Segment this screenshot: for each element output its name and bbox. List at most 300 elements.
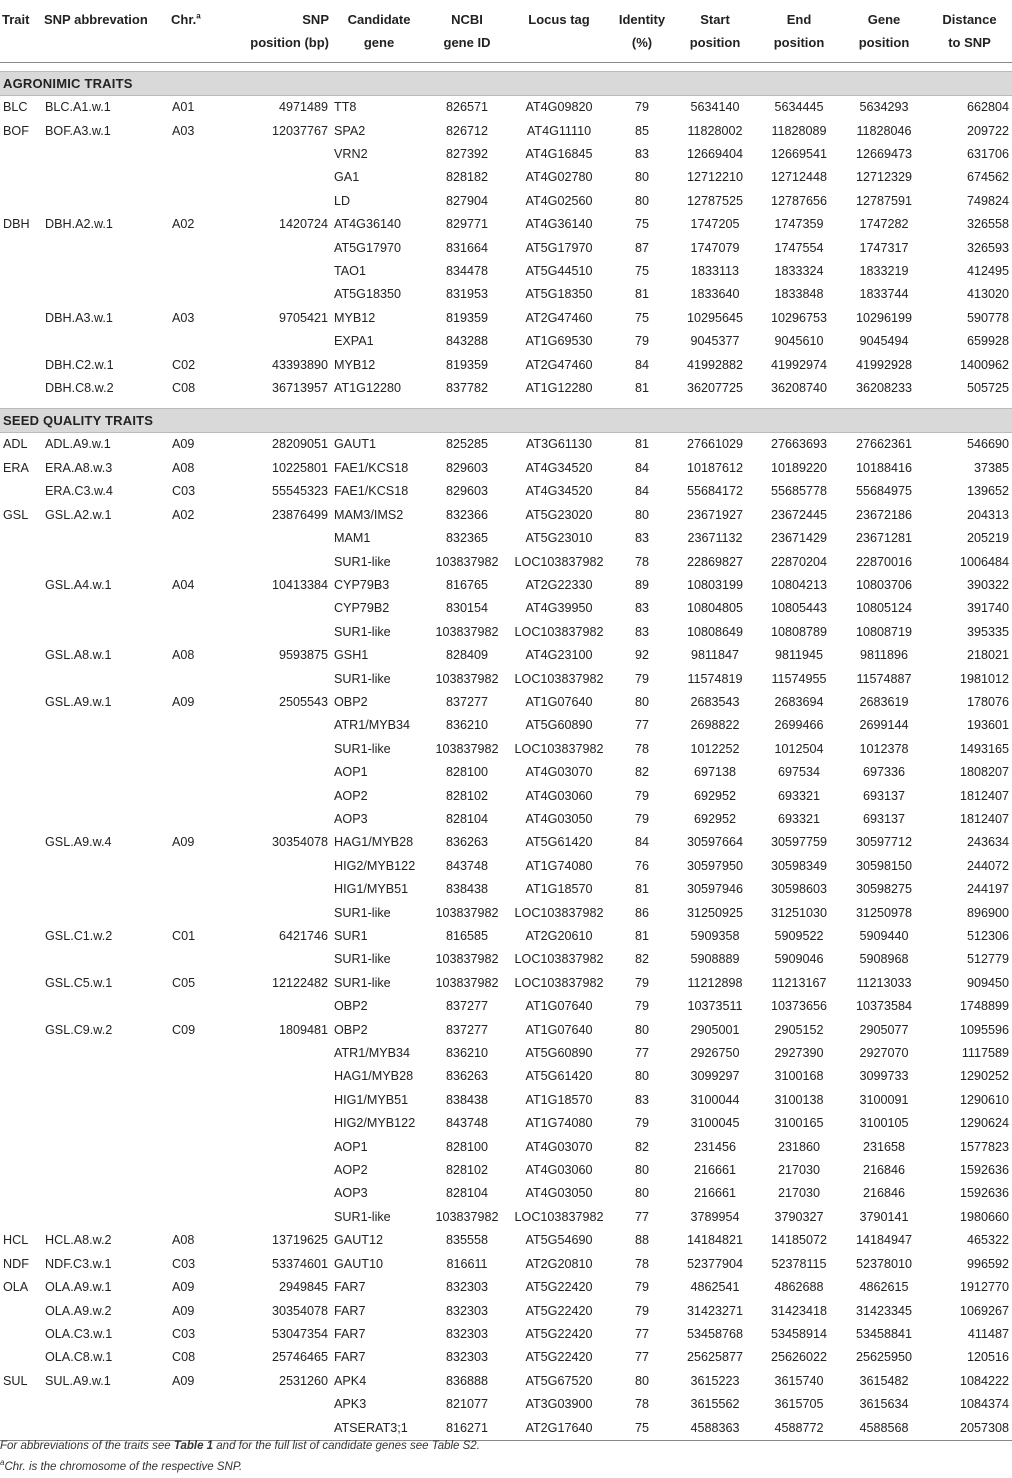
cell-trait [0, 260, 42, 283]
cell-identity: 80 [634, 193, 649, 208]
cell-snp-abbrev: GSL.A2.w.1 [45, 507, 112, 522]
cell-snp-abbrev [42, 784, 169, 807]
col-locus-tag-header: Locus tag [528, 12, 590, 27]
cell-ncbi-gene-id: 838438 [445, 882, 489, 897]
cell-gene-position: 4588568 [841, 1416, 927, 1440]
cell-identity: 81 [634, 287, 649, 302]
cell-chr: A09 [172, 437, 195, 452]
cell-snp-abbrev [42, 260, 169, 283]
cell-gene-position: 36208233 [855, 381, 913, 396]
cell-distance-to-snp: 909450 [966, 975, 1009, 990]
cell-start-position: 30597950 [686, 858, 744, 873]
cell-start-position: 27661029 [686, 437, 744, 452]
cell-snp-position [229, 667, 331, 690]
cell-gene-position: 9045494 [859, 334, 909, 349]
cell-gene-position: 1747317 [859, 240, 909, 255]
table-row [0, 330, 1012, 353]
cell-snp-position [229, 1159, 331, 1182]
cell-snp-position: 55545323 [271, 484, 328, 499]
cell-distance-to-snp: 2057308 [927, 1416, 1012, 1440]
cell-ncbi-gene-id: 829603 [445, 484, 489, 499]
cell-candidate-gene: HIG1/MYB51 [334, 1092, 409, 1107]
cell-start-position: 216661 [693, 1186, 737, 1201]
cell-end-position: 1833324 [774, 264, 824, 279]
cell-gene-position: 3615634 [859, 1397, 909, 1412]
cell-candidate-gene: SUR1-like [334, 1209, 391, 1224]
cell-gene-position: 12669473 [855, 147, 913, 162]
cell-gene-position: 27662361 [855, 437, 913, 452]
cell-start-position: 10808649 [686, 624, 744, 639]
cell-start-position: 4588363 [673, 1416, 757, 1440]
cell-trait [0, 353, 42, 376]
cell-snp-abbrev [42, 1065, 169, 1088]
cell-identity: 77 [634, 1209, 649, 1224]
cell-end-position: 11828089 [771, 123, 827, 138]
cell-distance-to-snp: 243634 [966, 835, 1009, 850]
cell-chr [169, 1206, 229, 1229]
cell-snp-abbrev [42, 527, 169, 550]
cell-candidate-gene: GAUT1 [334, 437, 376, 452]
cell-snp-position: 53047354 [271, 1326, 328, 1341]
cell-ncbi-gene-id: 837277 [445, 999, 489, 1014]
cell-locus-tag: AT4G03050 [525, 1186, 593, 1201]
cell-end-position: 11574955 [771, 671, 827, 686]
cell-end-position: 3790327 [774, 1209, 824, 1224]
cell-identity: 79 [634, 334, 649, 349]
cell-ncbi-gene-id: 828182 [445, 170, 489, 185]
cell-snp-abbrev: GSL.A8.w.1 [45, 648, 112, 663]
cell-candidate-gene: TT8 [334, 100, 357, 115]
table-row [0, 901, 1012, 924]
cell-snp-abbrev [42, 190, 169, 213]
cell-candidate-gene: APK4 [334, 1373, 367, 1388]
cell-candidate-gene: GAUT10 [334, 1256, 383, 1271]
cell-trait: ADL [3, 437, 28, 452]
cell-locus-tag: AT5G67520 [525, 1373, 593, 1388]
cell-chr [169, 166, 229, 189]
cell-chr [169, 1089, 229, 1112]
cell-snp-abbrev [42, 761, 169, 784]
col-trait-header: Trait [2, 12, 30, 27]
cell-start-position: 4862541 [690, 1280, 740, 1295]
cell-snp-abbrev [42, 855, 169, 878]
cell-locus-tag: LOC103837982 [514, 1209, 604, 1224]
cell-locus-tag: AT5G17970 [525, 240, 593, 255]
cell-snp-position [229, 550, 331, 573]
cell-identity: 84 [634, 357, 649, 372]
cell-chr: C09 [172, 1022, 196, 1037]
cell-gene-position: 216846 [862, 1163, 906, 1178]
cell-snp-position [229, 714, 331, 737]
cell-trait: BOF [3, 123, 29, 138]
cell-chr [169, 527, 229, 550]
table-row [0, 166, 1012, 189]
cell-distance-to-snp: 413020 [966, 287, 1009, 302]
cell-distance-to-snp: 37385 [973, 460, 1009, 475]
cell-snp-abbrev [42, 878, 169, 901]
cell-chr: A01 [172, 100, 195, 115]
cell-snp-abbrev [42, 1206, 169, 1229]
cell-chr [169, 143, 229, 166]
table-row [0, 1135, 1012, 1158]
cell-ncbi-gene-id: 816611 [446, 1256, 488, 1271]
cell-snp-position [229, 1089, 331, 1112]
cell-snp-abbrev: SUL.A9.w.1 [45, 1373, 111, 1388]
cell-gene-position: 1012378 [859, 741, 909, 756]
cell-snp-position [229, 738, 331, 761]
cell-end-position: 31423418 [770, 1303, 828, 1318]
cell-locus-tag: LOC103837982 [514, 624, 604, 639]
cell-identity: 78 [634, 741, 649, 756]
table-row [0, 1393, 1012, 1416]
cell-snp-position [229, 330, 331, 353]
cell-candidate-gene: ATR1/MYB34 [334, 1046, 411, 1061]
cell-gene-position: 5909440 [859, 929, 909, 944]
cell-candidate-gene: OBP2 [334, 694, 368, 709]
cell-gene-position: 31250978 [855, 905, 913, 920]
cell-locus-tag: AT4G39950 [525, 601, 593, 616]
cell-snp-abbrev [42, 1112, 169, 1135]
cell-snp-abbrev: DBH.A3.w.1 [45, 310, 113, 325]
cell-snp-abbrev [42, 236, 169, 259]
section-title: SEED QUALITY TRAITS [0, 409, 1012, 433]
table-row [0, 190, 1012, 213]
cell-candidate-gene: HIG2/MYB122 [334, 858, 416, 873]
cell-distance-to-snp: 1006484 [959, 554, 1009, 569]
cell-trait: GSL [3, 507, 29, 522]
cell-ncbi-gene-id: 827904 [445, 193, 489, 208]
table-row [0, 855, 1012, 878]
cell-start-position: 697138 [693, 765, 737, 780]
header-row [0, 0, 1012, 63]
cell-locus-tag: AT5G54690 [525, 1233, 593, 1248]
col-distance-header: Distance to SNP [942, 12, 997, 50]
cell-identity: 80 [634, 1186, 649, 1201]
cell-ncbi-gene-id: 103837982 [435, 1209, 499, 1224]
cell-end-position: 23671429 [770, 531, 828, 546]
footnote-abbreviations: For abbreviations of the traits see Table 1 and for the full list of candidate genes see Table S2. [0, 1440, 480, 1452]
cell-snp-position [229, 166, 331, 189]
cell-end-position: 36208740 [770, 381, 828, 396]
cell-trait [0, 1393, 42, 1416]
cell-end-position: 2699466 [774, 718, 824, 733]
cell-trait [0, 1159, 42, 1182]
cell-identity: 75 [611, 1416, 673, 1440]
cell-identity: 89 [634, 577, 649, 592]
cell-end-position: 14185072 [770, 1233, 828, 1248]
cell-trait [0, 1346, 42, 1369]
cell-distance-to-snp: 1290610 [959, 1092, 1009, 1107]
cell-snp-abbrev [42, 621, 169, 644]
cell-snp-abbrev: GSL.C1.w.2 [45, 929, 113, 944]
cell-end-position: 1012504 [774, 741, 824, 756]
cell-candidate-gene: EXPA1 [334, 334, 374, 349]
cell-snp-position [229, 948, 331, 971]
cell-identity: 82 [634, 765, 649, 780]
cell-snp-position: 9593875 [278, 648, 328, 663]
cell-ncbi-gene-id: 843288 [445, 334, 489, 349]
cell-candidate-gene: FAR7 [334, 1303, 366, 1318]
cell-snp-abbrev [42, 550, 169, 573]
cell-identity: 79 [634, 1116, 649, 1131]
cell-identity: 88 [634, 1233, 649, 1248]
cell-locus-tag: LOC103837982 [514, 554, 604, 569]
cell-snp-position [229, 621, 331, 644]
cell-distance-to-snp: 218021 [966, 648, 1009, 663]
cell-start-position: 55684172 [686, 484, 744, 499]
cell-gene-position: 2683619 [859, 694, 909, 709]
cell-ncbi-gene-id: 828100 [445, 765, 489, 780]
table-row [0, 457, 1012, 480]
cell-end-position: 52378115 [771, 1256, 827, 1271]
cell-locus-tag: AT1G07640 [525, 999, 593, 1014]
cell-gene-position: 22870016 [855, 554, 913, 569]
cell-end-position: 31251030 [770, 905, 828, 920]
cell-ncbi-gene-id: 825285 [445, 437, 489, 452]
cell-gene-position: 2927070 [859, 1046, 909, 1061]
cell-distance-to-snp: 996592 [966, 1256, 1009, 1271]
cell-start-position: 3615562 [690, 1397, 740, 1412]
cell-snp-position: 10225801 [271, 460, 328, 475]
cell-snp-position [229, 901, 331, 924]
cell-trait [0, 808, 42, 831]
cell-end-position: 12712448 [770, 170, 828, 185]
cell-snp-position: 30354078 [271, 835, 328, 850]
cell-trait [0, 236, 42, 259]
cell-identity: 80 [634, 1163, 649, 1178]
table-row [0, 1370, 1012, 1393]
cell-start-position: 31250925 [686, 905, 744, 920]
cell-identity: 92 [634, 648, 649, 663]
col-ncbi-gene-id-header: NCBI gene ID [443, 12, 491, 50]
cell-chr [169, 784, 229, 807]
cell-snp-abbrev: OLA.A9.w.1 [45, 1280, 112, 1295]
cell-end-position: 3615705 [774, 1397, 824, 1412]
cell-locus-tag: AT1G07640 [525, 694, 593, 709]
table-row [0, 1323, 1012, 1346]
cell-trait: SUL [3, 1373, 28, 1388]
cell-end-position: 9811945 [774, 648, 824, 663]
cell-chr [169, 667, 229, 690]
cell-start-position: 3099297 [690, 1069, 740, 1084]
cell-distance-to-snp: 326558 [966, 217, 1009, 232]
cell-snp-abbrev: BLC.A1.w.1 [45, 100, 111, 115]
table-row [0, 878, 1012, 901]
cell-trait: NDF [3, 1256, 29, 1271]
cell-end-position: 12787656 [770, 193, 828, 208]
cell-identity: 79 [634, 100, 649, 115]
cell-locus-tag: AT5G22420 [525, 1303, 593, 1318]
cell-chr [169, 855, 229, 878]
cell-snp-position [229, 1182, 331, 1205]
cell-candidate-gene: FAE1/KCS18 [334, 484, 409, 499]
cell-chr: C03 [172, 484, 196, 499]
cell-snp-position [229, 190, 331, 213]
cell-chr: A09 [172, 694, 195, 709]
cell-end-position: 9045610 [774, 334, 824, 349]
cell-trait [0, 878, 42, 901]
cell-candidate-gene: FAR7 [334, 1350, 366, 1365]
col-identity-header: Identity (%) [618, 12, 666, 50]
cell-ncbi-gene-id: 819359 [445, 310, 489, 325]
cell-gene-position: 10805124 [855, 601, 913, 616]
cell-start-position: 14184821 [686, 1233, 744, 1248]
cell-ncbi-gene-id: 837277 [445, 1022, 489, 1037]
cell-ncbi-gene-id: 832366 [445, 507, 489, 522]
cell-gene-position: 9811896 [859, 648, 909, 663]
cell-snp-abbrev: GSL.C5.w.1 [45, 975, 113, 990]
cell-chr [169, 738, 229, 761]
cell-end-position: 10805443 [770, 601, 828, 616]
cell-snp-position: 13719625 [271, 1233, 328, 1248]
cell-ncbi-gene-id: 835558 [445, 1233, 489, 1248]
cell-end-position: 3100168 [774, 1069, 824, 1084]
table-row [0, 1346, 1012, 1369]
cell-distance-to-snp: 749824 [966, 193, 1009, 208]
cell-snp-position [229, 143, 331, 166]
cell-ncbi-gene-id: 836263 [445, 1069, 489, 1084]
cell-gene-position: 12787591 [855, 193, 913, 208]
cell-snp-position: 12037767 [271, 123, 328, 138]
cell-identity: 80 [634, 170, 649, 185]
cell-ncbi-gene-id: 838438 [445, 1092, 489, 1107]
cell-start-position: 10804805 [686, 601, 744, 616]
cell-gene-position: 10803706 [855, 577, 913, 592]
cell-end-position: 2927390 [774, 1046, 824, 1061]
cell-end-position: 53458914 [770, 1326, 828, 1341]
cell-candidate-gene: CYP79B2 [334, 601, 390, 616]
cell-candidate-gene: MYB12 [334, 357, 376, 372]
cell-identity: 76 [634, 858, 649, 873]
cell-candidate-gene: SUR1-like [334, 952, 391, 967]
cell-ncbi-gene-id: 843748 [445, 1116, 489, 1131]
cell-ncbi-gene-id: 819359 [445, 357, 489, 372]
cell-identity: 87 [634, 240, 649, 255]
cell-snp-position [229, 236, 331, 259]
cell-gene-position: 31423345 [855, 1303, 913, 1318]
cell-start-position: 5909358 [690, 929, 740, 944]
cell-snp-abbrev: OLA.C3.w.1 [45, 1326, 113, 1341]
cell-snp-abbrev: DBH.A2.w.1 [45, 217, 113, 232]
cell-ncbi-gene-id: 832303 [445, 1326, 489, 1341]
cell-identity: 78 [634, 554, 649, 569]
table-1-reference[interactable]: Table 1 [173, 1440, 214, 1452]
table-row [0, 504, 1012, 527]
cell-end-position: 41992974 [770, 357, 828, 372]
cell-snp-abbrev: ERA.C3.w.4 [45, 484, 113, 499]
cell-end-position: 693321 [777, 788, 821, 803]
cell-gene-position: 52378010 [855, 1256, 913, 1271]
cell-trait [0, 855, 42, 878]
cell-chr [169, 236, 229, 259]
cell-locus-tag: AT1G07640 [525, 1022, 593, 1037]
table-row [0, 948, 1012, 971]
col-chr-header: Chr.$^a$ [171, 11, 201, 27]
cell-distance-to-snp: 1980660 [959, 1209, 1009, 1224]
cell-candidate-gene: CYP79B3 [334, 577, 390, 592]
cell-ncbi-gene-id: 103837982 [435, 741, 499, 756]
cell-end-position: 697534 [777, 765, 821, 780]
cell-identity: 78 [634, 1256, 649, 1271]
cell-trait [0, 574, 42, 597]
cell-candidate-gene: TAO1 [334, 264, 366, 279]
cell-locus-tag: AT1G12280 [525, 381, 593, 396]
cell-candidate-gene: GAUT12 [334, 1233, 383, 1248]
cell-identity: 83 [634, 1092, 649, 1107]
cell-snp-position: 2531260 [278, 1373, 328, 1388]
cell-chr [169, 1112, 229, 1135]
cell-candidate-gene: AT5G18350 [334, 287, 401, 302]
cell-ncbi-gene-id: 816271 [427, 1416, 507, 1440]
cell-locus-tag: AT5G18350 [525, 287, 593, 302]
cell-distance-to-snp: 1084374 [959, 1397, 1009, 1412]
cell-candidate-gene: FAR7 [334, 1326, 366, 1341]
cell-snp-position: 28209051 [271, 437, 328, 452]
cell-chr: A02 [172, 507, 195, 522]
cell-ncbi-gene-id: 828102 [445, 788, 489, 803]
cell-candidate-gene: AOP1 [334, 1139, 368, 1154]
cell-end-position: 217030 [777, 1186, 821, 1201]
cell-chr: C03 [172, 1256, 196, 1271]
table-row [0, 667, 1012, 690]
table-row [0, 353, 1012, 376]
cell-locus-tag: AT1G74080 [525, 858, 593, 873]
cell-end-position: 2683694 [774, 694, 824, 709]
cell-snp-position: 53374601 [271, 1256, 328, 1271]
cell-chr: A03 [172, 123, 195, 138]
cell-identity: 77 [634, 1350, 649, 1365]
cell-locus-tag: AT2G20810 [525, 1256, 593, 1271]
section-header-row [0, 72, 1012, 96]
cell-candidate-gene: GA1 [334, 170, 360, 185]
cell-chr: C08 [172, 1350, 196, 1365]
cell-trait [0, 330, 42, 353]
cell-ncbi-gene-id: 830154 [445, 601, 489, 616]
cell-identity: 79 [634, 1280, 649, 1295]
cell-identity: 79 [634, 975, 649, 990]
cell-identity: 79 [634, 788, 649, 803]
cell-snp-abbrev [42, 948, 169, 971]
cell-snp-position: 36713957 [271, 381, 328, 396]
cell-snp-abbrev [42, 1089, 169, 1112]
cell-start-position: 36207725 [686, 381, 744, 396]
section-spacer [0, 400, 1012, 409]
cell-candidate-gene: SUR1-like [334, 671, 391, 686]
cell-chr: A09 [172, 835, 195, 850]
cell-end-position: 2905152 [774, 1022, 824, 1037]
table-row [0, 96, 1012, 120]
cell-snp-abbrev: OLA.C8.w.1 [45, 1350, 113, 1365]
cell-chr [169, 1042, 229, 1065]
cell-identity: 81 [634, 929, 649, 944]
cell-snp-position [229, 597, 331, 620]
cell-chr: A04 [172, 577, 195, 592]
cell-end-position: 11213167 [771, 975, 827, 990]
cell-end-position: 1747359 [774, 217, 824, 232]
cell-ncbi-gene-id: 831953 [445, 287, 489, 302]
cell-gene-position: 11574887 [856, 671, 912, 686]
cell-locus-tag: AT3G61130 [525, 437, 593, 452]
cell-ncbi-gene-id: 816765 [445, 577, 489, 592]
cell-distance-to-snp: 1290624 [959, 1116, 1009, 1131]
cell-chr: A09 [172, 1373, 195, 1388]
cell-trait [0, 550, 42, 573]
cell-snp-position [229, 1112, 331, 1135]
cell-start-position: 30597946 [686, 882, 744, 897]
cell-trait [0, 621, 42, 644]
cell-snp-position [229, 855, 331, 878]
cell-ncbi-gene-id: 827392 [445, 147, 489, 162]
